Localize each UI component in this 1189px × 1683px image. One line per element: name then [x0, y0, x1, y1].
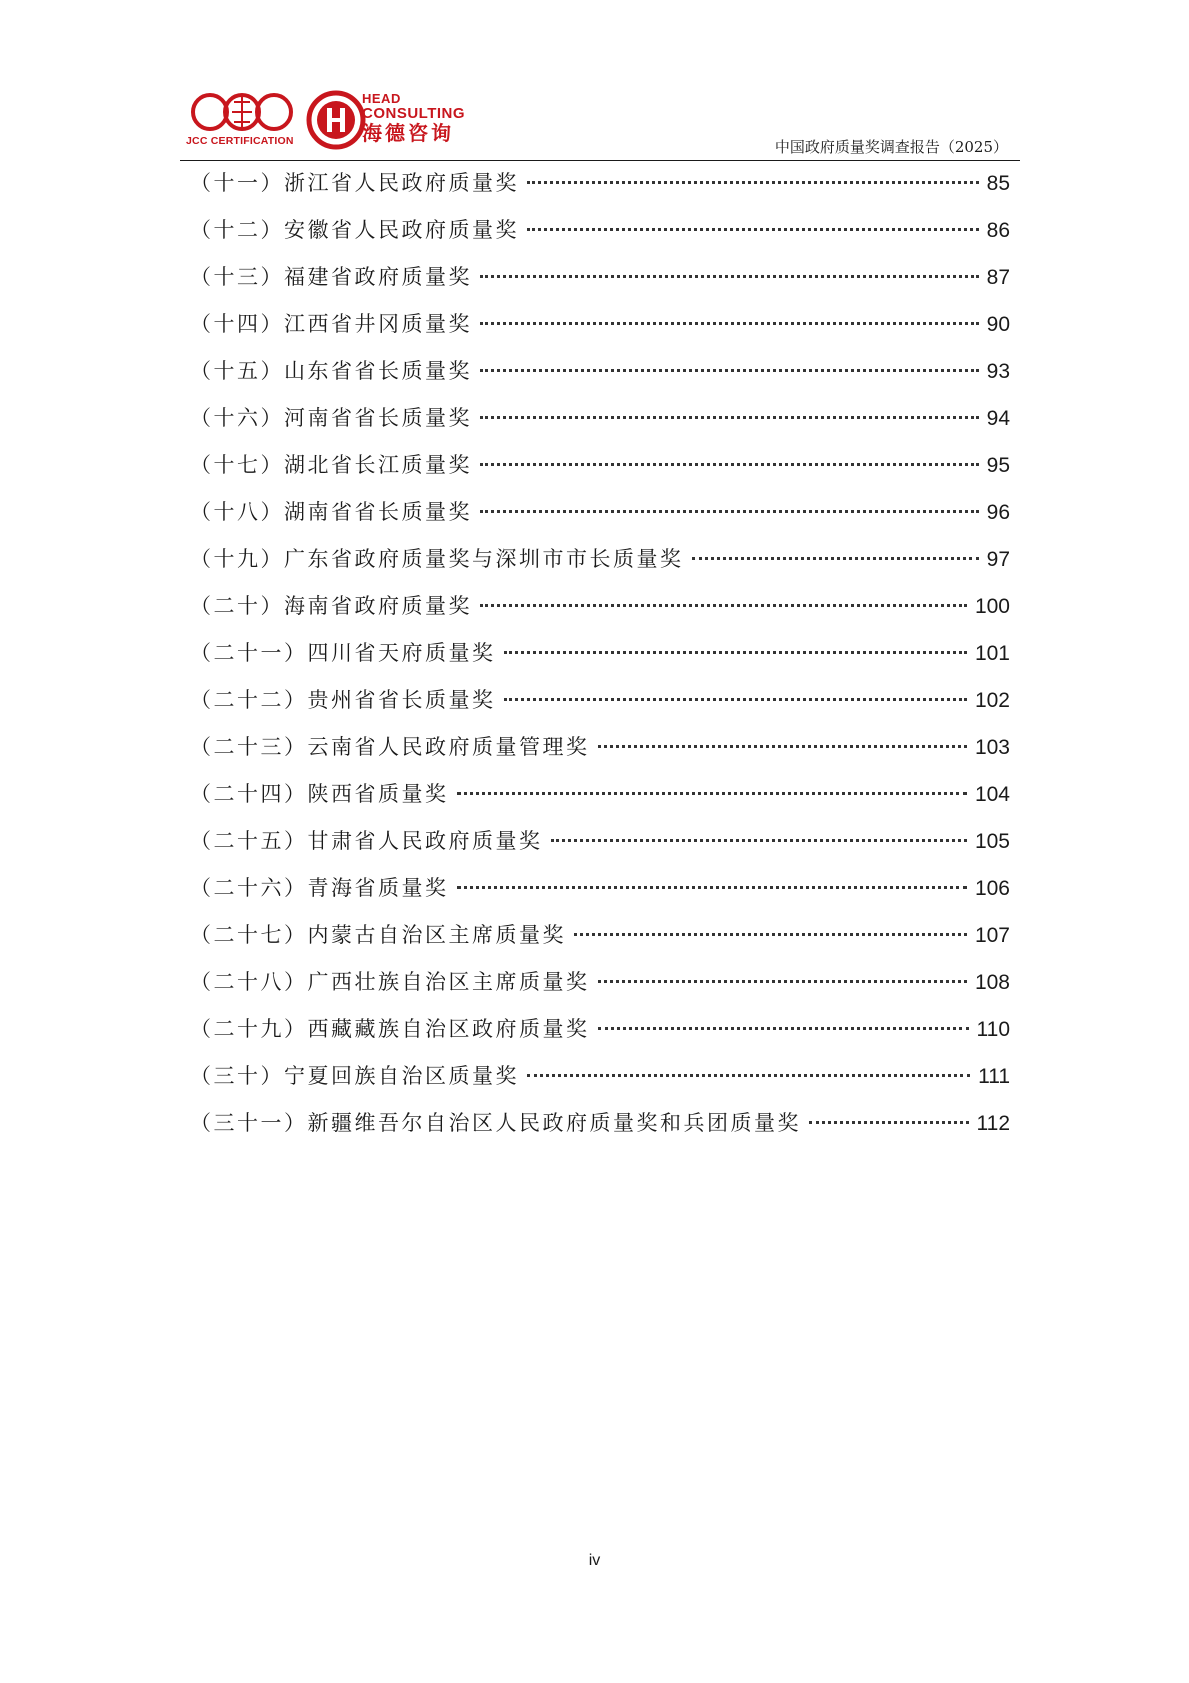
toc-entry-label: （十六）河南省省长质量奖 [190, 406, 472, 430]
table-of-contents [190, 160, 1010, 1147]
toc-dot-leader [480, 369, 979, 372]
toc-entry[interactable] [190, 536, 1010, 583]
toc-entry[interactable] [190, 959, 1010, 1006]
toc-entry-label: （十二）安徽省人民政府质量奖 [190, 218, 519, 242]
toc-entry[interactable] [190, 1053, 1010, 1100]
toc-entry[interactable] [190, 677, 1010, 724]
toc-entry-label: （十七）湖北省长江质量奖 [190, 453, 472, 477]
toc-entry-page-number: 85 [986, 172, 1010, 195]
head-wordmark-line2: CONSULTING [362, 105, 466, 122]
toc-entry-label: （二十七）内蒙古自治区主席质量奖 [190, 923, 566, 947]
toc-entry-page-number: 105 [974, 830, 1010, 853]
toc-dot-leader [809, 1121, 969, 1124]
toc-entry[interactable] [190, 254, 1010, 301]
toc-dot-leader [480, 322, 979, 325]
toc-entry-label: （二十二）贵州省省长质量奖 [190, 688, 496, 712]
toc-entry-page-number: 94 [986, 407, 1010, 430]
toc-dot-leader [692, 557, 979, 560]
toc-entry-label: （十八）湖南省省长质量奖 [190, 500, 472, 524]
toc-dot-leader [480, 604, 967, 607]
toc-entry-label: （二十八）广西壮族自治区主席质量奖 [190, 970, 590, 994]
toc-entry-label: （二十一）四川省天府质量奖 [190, 641, 496, 665]
toc-entry-label: （十九）广东省政府质量奖与深圳市市长质量奖 [190, 547, 684, 571]
toc-dot-leader [574, 933, 967, 936]
toc-entry-label: （二十四）陕西省质量奖 [190, 782, 449, 806]
toc-entry-label: （二十九）西藏藏族自治区政府质量奖 [190, 1017, 590, 1041]
toc-dot-leader [527, 1074, 970, 1077]
toc-entry[interactable] [190, 395, 1010, 442]
toc-entry-label: （三十）宁夏回族自治区质量奖 [190, 1064, 519, 1088]
toc-entry-label: （三十一）新疆维吾尔自治区人民政府质量奖和兵团质量奖 [190, 1111, 801, 1135]
toc-entry-page-number: 112 [976, 1112, 1010, 1135]
toc-entry-page-number: 107 [974, 924, 1010, 947]
toc-entry-label: （二十三）云南省人民政府质量管理奖 [190, 735, 590, 759]
toc-entry-label: （十三）福建省政府质量奖 [190, 265, 472, 289]
toc-entry-page-number: 95 [986, 454, 1010, 477]
toc-dot-leader [598, 1027, 969, 1030]
toc-entry-page-number: 101 [974, 642, 1010, 665]
jcc-caption: JCC CERTIFICATION [186, 135, 294, 147]
toc-entry[interactable] [190, 818, 1010, 865]
toc-dot-leader [480, 510, 979, 513]
head-consulting-logo-icon [306, 90, 366, 150]
head-wordmark-line1: HEAD [362, 91, 401, 106]
toc-entry-page-number: 110 [976, 1018, 1010, 1041]
toc-entry[interactable] [190, 1100, 1010, 1147]
toc-dot-leader [504, 698, 967, 701]
toc-entry[interactable] [190, 771, 1010, 818]
page-header [180, 86, 1020, 162]
toc-entry[interactable] [190, 301, 1010, 348]
head-wordmark-line3: 海德咨询 [362, 121, 454, 145]
head-consulting-wordmark [362, 92, 465, 144]
toc-dot-leader [480, 416, 979, 419]
toc-dot-leader [480, 463, 979, 466]
toc-entry-label: （二十）海南省政府质量奖 [190, 594, 472, 618]
toc-entry[interactable] [190, 1006, 1010, 1053]
toc-entry[interactable] [190, 442, 1010, 489]
toc-entry[interactable] [190, 207, 1010, 254]
toc-entry-page-number: 104 [974, 783, 1010, 806]
document-title: 中国政府质量奖调查报告（2025） [774, 138, 1008, 156]
toc-entry[interactable] [190, 583, 1010, 630]
toc-entry-label: （十四）江西省井冈质量奖 [190, 312, 472, 336]
toc-entry-page-number: 111 [978, 1065, 1010, 1088]
toc-entry-page-number: 87 [986, 266, 1010, 289]
toc-entry[interactable] [190, 348, 1010, 395]
toc-entry-label: （二十五）甘肃省人民政府质量奖 [190, 829, 543, 853]
toc-entry[interactable] [190, 724, 1010, 771]
toc-entry-page-number: 100 [974, 595, 1010, 618]
page-number: iv [588, 1552, 601, 1569]
toc-entry-page-number: 108 [974, 971, 1010, 994]
toc-entry-label: （十五）山东省省长质量奖 [190, 359, 472, 383]
toc-entry-page-number: 106 [974, 877, 1010, 900]
toc-dot-leader [598, 745, 967, 748]
toc-entry[interactable] [190, 489, 1010, 536]
toc-dot-leader [457, 886, 967, 889]
toc-dot-leader [504, 651, 967, 654]
toc-dot-leader [598, 980, 967, 983]
toc-entry-page-number: 86 [986, 219, 1010, 242]
toc-entry[interactable] [190, 865, 1010, 912]
toc-dot-leader [527, 228, 979, 231]
toc-entry[interactable] [190, 630, 1010, 677]
toc-dot-leader [457, 792, 967, 795]
toc-dot-leader [551, 839, 967, 842]
toc-entry[interactable] [190, 160, 1010, 207]
toc-entry-page-number: 90 [986, 313, 1010, 336]
toc-entry-page-number: 97 [986, 548, 1010, 571]
toc-entry-page-number: 93 [986, 360, 1010, 383]
toc-dot-leader [527, 181, 979, 184]
toc-entry-label: （二十六）青海省质量奖 [190, 876, 449, 900]
toc-entry[interactable] [190, 912, 1010, 959]
toc-dot-leader [480, 275, 979, 278]
toc-entry-label: （十一）浙江省人民政府质量奖 [190, 171, 519, 195]
toc-entry-page-number: 103 [974, 736, 1010, 759]
toc-entry-page-number: 96 [986, 501, 1010, 524]
toc-entry-page-number: 102 [974, 689, 1010, 712]
